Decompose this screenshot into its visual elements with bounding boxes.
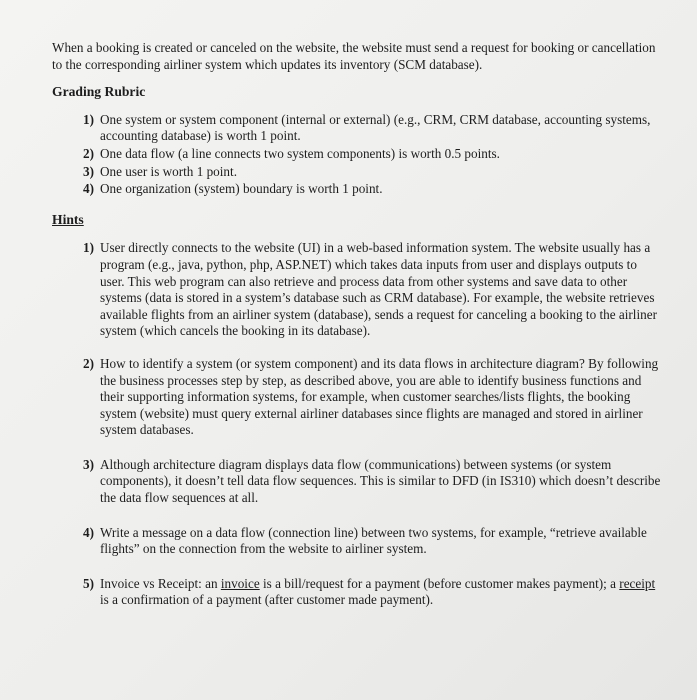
- hint-item: 3) Although architecture diagram displays data flow (communications) between systems (or system components), it doesn’t tell data flow sequences. This is similar to DFD (in IS310) which doesn’t describe the data flow sequences at all.: [83, 456, 661, 506]
- hints-heading: Hints: [52, 211, 84, 227]
- rubric-heading: Grading Rubric: [52, 84, 146, 100]
- rubric-item: 1) One system or system component (internal or external) (e.g., CRM, CRM database, accounting systems, accounting database) is worth 1 point.: [83, 111, 651, 144]
- rubric-list: [74, 112, 662, 198]
- hint-item: 5) Invoice vs Receipt: an invoice is a bill/request for a payment (before customer makes payment); a receipt is a confirmation of a payment (after customer made payment).: [74, 576, 662, 609]
- rubric-item: 2) One data flow (a line connects two system components) is worth 0.5 points.: [83, 145, 500, 161]
- hint-item: 1) User directly connects to the website (UI) in a web-based information system. The website usually has a program (e.g., java, python, php, ASP.NET) which takes data inputs from user and displays outputs to user. This web program can also retrieve and process data from other systems and save data to other systems (data is stored in a system’s database such as CRM database). For example, the website retrieves available flights from an airliner system (database), sends a request for canceling a booking to the airliner system (which cancels the booking in its database).: [83, 240, 657, 339]
- receipt-term: receipt: [619, 575, 656, 591]
- rubric-item: 3) One user is worth 1 point.: [83, 163, 237, 179]
- intro-paragraph: When a booking is created or canceled on the website, the website must send a request for booking or cancellation to the corresponding airliner system which updates its inventory (SCM database).: [52, 40, 656, 72]
- hints-list: [74, 240, 662, 609]
- rubric-item: 4) One organization (system) boundary is worth 1 point.: [83, 181, 383, 197]
- invoice-term: invoice: [220, 575, 260, 591]
- hint-item: 4) Write a message on a data flow (connection line) between two systems, for example, “retrieve available flights” on the connection from the website to airliner system.: [83, 524, 647, 557]
- document-page: [52, 40, 662, 627]
- hint-item: 2) How to identify a system (or system component) and its data flows in architecture diagram? By following the business processes step by step, as described above, you are able to identify business functions and their supporting information systems, for example, when customer searches/lists flights, the booking system (website) must query external airliner databases since flights are managed and stored in airliner system databases.: [83, 355, 659, 438]
- hint-5-text: Invoice vs Receipt: an invoice is a bill/request for a payment (before customer makes payment); a receipt is a confirmation of a payment (after customer made payment).: [100, 575, 656, 608]
